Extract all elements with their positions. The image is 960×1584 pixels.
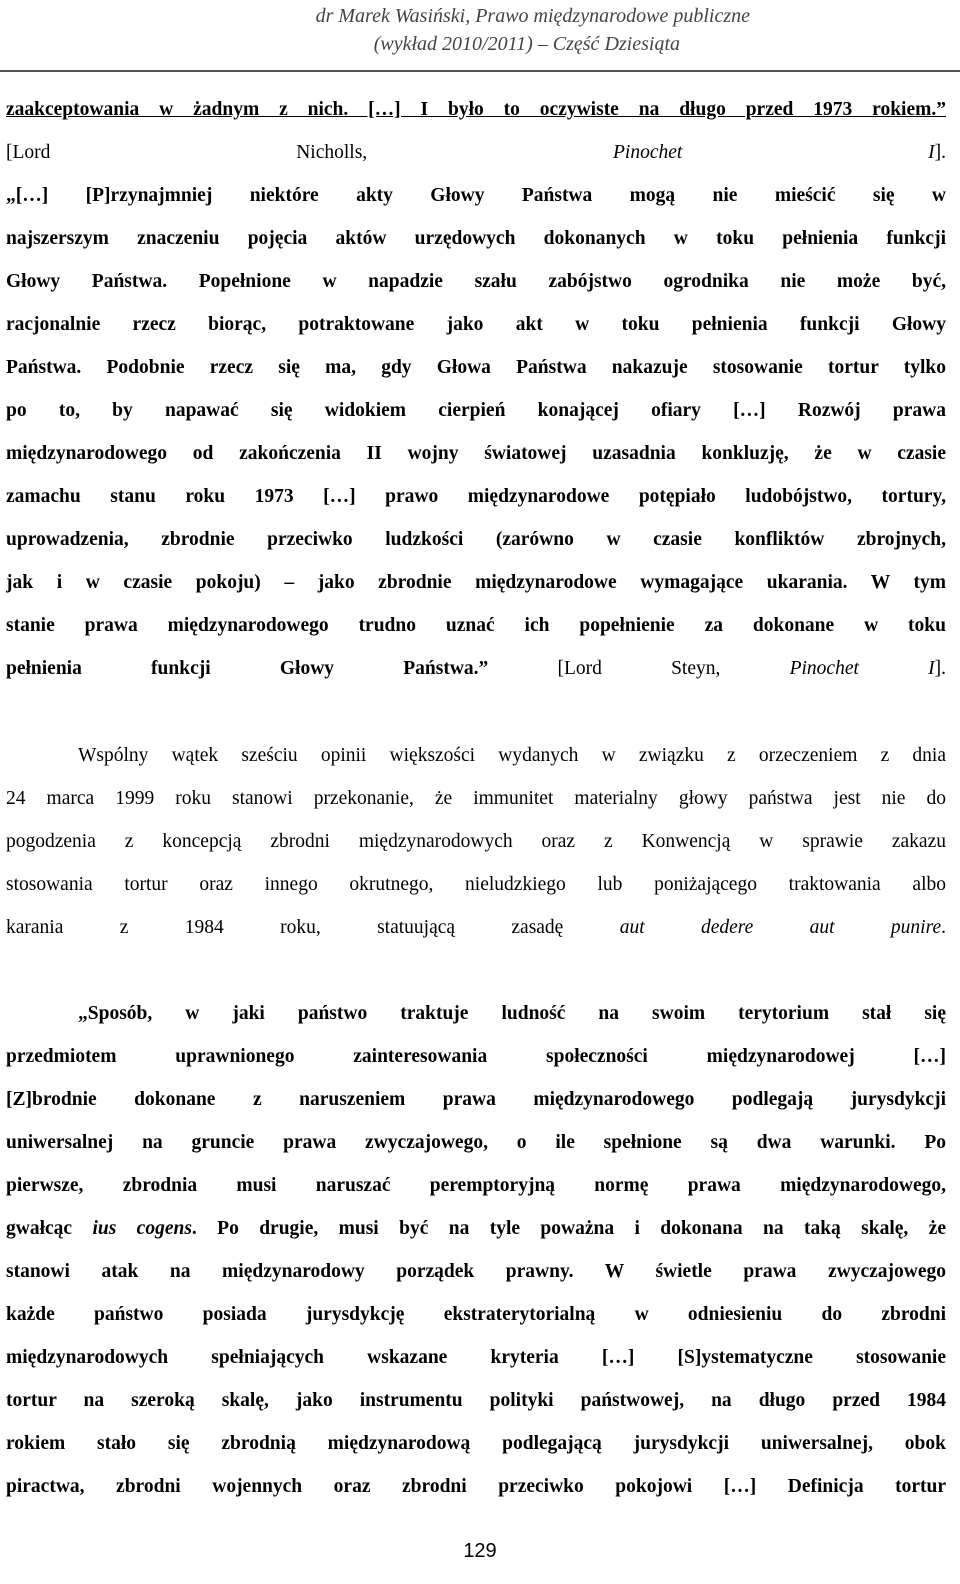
text-line: międzynarodowego od zakończenia II wojny światowej uzasadnia konkluzję, że w czasie <box>6 443 946 464</box>
text-line: stanowi atak na międzynarodowy porządek prawny. W świetle prawa zwyczajowego <box>6 1261 946 1282</box>
text-line: międzynarodowych spełniających wskazane kryteria […] [S]ystematyczne stosowanie <box>6 1347 946 1368</box>
quote-paragraph-3 <box>6 992 946 1508</box>
text-line: uniwersalnej na gruncie prawa zwyczajowego, o ile spełnione są dwa warunki. Po <box>6 1132 946 1153</box>
page-header <box>0 0 960 72</box>
text-line: jak i w czasie pokoju) – jako zbrodnie międzynarodowe wymagające ukarania. W tym <box>6 572 946 593</box>
text-line: racjonalnie rzecz biorąc, potraktowane jako akt w toku pełnienia funkcji Głowy <box>6 314 946 335</box>
text-line: karania z 1984 roku, statuującą zasadę aut dedere aut punire. <box>6 917 946 938</box>
text-line: [Z]brodnie dokonane z naruszeniem prawa międzynarodowego podlegają jurysdykcji <box>6 1089 946 1110</box>
text-line: uprowadzenia, zbrodnie przeciwko ludzkości (zarówno w czasie konfliktów zbrojnych, <box>6 529 946 550</box>
text-line: gwałcąc ius cogens. Po drugie, musi być na tyle poważna i dokonana na taką skalę, że <box>6 1218 946 1239</box>
text-line: pełnienia funkcji Głowy Państwa.” [Lord Steyn, Pinochet I]. <box>6 658 946 679</box>
text-line: „Sposób, w jaki państwo traktuje ludność na swoim terytorium stał się <box>78 1003 946 1024</box>
text-line: przedmiotem uprawnionego zainteresowania społeczności międzynarodowej […] <box>6 1046 946 1067</box>
text-line: pogodzenia z koncepcją zbrodni międzynarodowych oraz z Konwencją w sprawie zakazu <box>6 831 946 852</box>
quote-paragraph-1 <box>6 88 946 690</box>
text-line: najszerszym znaczeniu pojęcia aktów urzędowych dokonanych w toku pełnienia funkcji <box>6 228 946 249</box>
text-line: Państwa. Podobnie rzecz się ma, gdy Głowa Państwa nakazuje stosowanie tortur tylko <box>6 357 946 378</box>
text-line: Głowy Państwa. Popełnione w napadzie szału zabójstwo ogrodnika nie może być, <box>6 271 946 292</box>
text-line: zamachu stanu roku 1973 […] prawo międzynarodowe potępiało ludobójstwo, tortury, <box>6 486 946 507</box>
header-subtitle: (wykład 2010/2011) – Część Dziesiąta <box>373 33 680 55</box>
text-line: po to, by napawać się widokiem cierpień konającej ofiary […] Rozwój prawa <box>6 400 946 421</box>
page-number: 129 <box>463 1540 497 1562</box>
text-line: [Lord Nicholls, Pinochet I]. <box>6 142 946 163</box>
text-line: stosowania tortur oraz innego okrutnego, nieludzkiego lub poniżającego traktowania albo <box>6 874 946 895</box>
text-line: rokiem stało się zbrodnią międzynarodową podlegającą jurysdykcji uniwersalnej, obok <box>6 1433 946 1454</box>
text-line: 24 marca 1999 roku stanowi przekonanie, że immunitet materialny głowy państwa jest nie do <box>6 788 946 809</box>
text-line: stanie prawa międzynarodowego trudno uznać ich popełnienie za dokonane w toku <box>6 615 946 636</box>
text-line: zaakceptowania w żadnym z nich. […] I było to oczywiste na długo przed 1973 rokiem.” <box>6 99 946 120</box>
text-line: piractwa, zbrodni wojennych oraz zbrodni przeciwko pokojowi […] Definicja tortur <box>6 1476 946 1497</box>
header-title: dr Marek Wasiński, Prawo międzynarodowe publiczne <box>315 5 750 27</box>
text-line: „[…] [P]rzynajmniej niektóre akty Głowy Państwa mogą nie mieścić się w <box>6 185 946 206</box>
text-line: tortur na szeroką skalę, jako instrumentu polityki państwowej, na długo przed 1984 <box>6 1390 946 1411</box>
text-line: Wspólny wątek sześciu opinii większości wydanych w związku z orzeczeniem z dnia <box>78 745 946 766</box>
text-line: każde państwo posiada jurysdykcję ekstraterytorialną w odniesieniu do zbrodni <box>6 1304 946 1325</box>
body-paragraph-2 <box>6 734 946 949</box>
text-line: pierwsze, zbrodnia musi naruszać peremptoryjną normę prawa międzynarodowego, <box>6 1175 946 1196</box>
